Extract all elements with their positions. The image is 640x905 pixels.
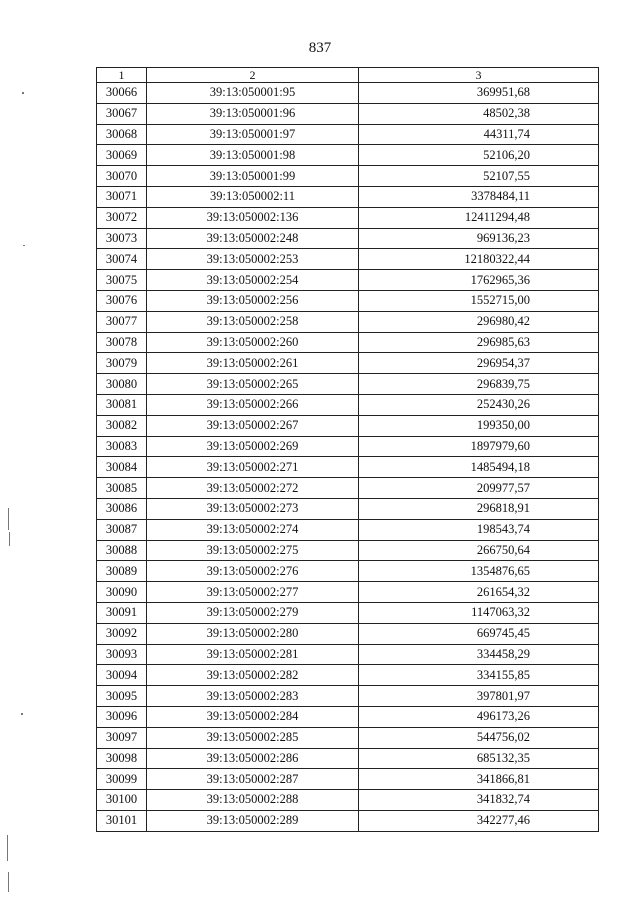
table-row [97, 353, 599, 374]
cadastral-value: 397801,97 [359, 686, 599, 707]
cadastral-value: 341832,74 [359, 790, 599, 811]
cadastral-number: 39:13:050001:98 [147, 145, 359, 166]
cadastral-number: 39:13:050002:284 [147, 706, 359, 727]
table-header [97, 68, 599, 83]
row-number: 30087 [97, 519, 147, 540]
table-row [97, 810, 599, 831]
cadastral-number: 39:13:050001:99 [147, 166, 359, 187]
table-row [97, 166, 599, 187]
cadastral-value: 296818,91 [359, 498, 599, 519]
cadastral-value: 261654,32 [359, 582, 599, 603]
table-row [97, 790, 599, 811]
table-row [97, 145, 599, 166]
cadastral-number: 39:13:050002:274 [147, 519, 359, 540]
cadastral-number: 39:13:050002:288 [147, 790, 359, 811]
cadastral-number: 39:13:050002:271 [147, 457, 359, 478]
table-row [97, 207, 599, 228]
cadastral-number: 39:13:050002:287 [147, 769, 359, 790]
row-number: 30089 [97, 561, 147, 582]
row-number: 30077 [97, 311, 147, 332]
row-number: 30078 [97, 332, 147, 353]
row-number: 30095 [97, 686, 147, 707]
cadastral-number: 39:13:050002:272 [147, 478, 359, 499]
table-row [97, 415, 599, 436]
cadastral-number: 39:13:050002:276 [147, 561, 359, 582]
cadastral-value: 3378484,11 [359, 186, 599, 207]
row-number: 30066 [97, 83, 147, 104]
cadastral-number: 39:13:050002:136 [147, 207, 359, 228]
page-number: 837 [308, 40, 332, 56]
cadastral-number: 39:13:050002:275 [147, 540, 359, 561]
table-row [97, 540, 599, 561]
row-number: 30099 [97, 769, 147, 790]
cadastral-value: 52107,55 [359, 166, 599, 187]
cadastral-value: 334155,85 [359, 665, 599, 686]
row-number: 30092 [97, 623, 147, 644]
row-number: 30086 [97, 498, 147, 519]
table-row [97, 706, 599, 727]
cadastral-value: 48502,38 [359, 103, 599, 124]
row-number: 30074 [97, 249, 147, 270]
row-number: 30067 [97, 103, 147, 124]
cadastral-value: 252430,26 [359, 394, 599, 415]
cadastral-value: 296980,42 [359, 311, 599, 332]
cadastral-value: 1897979,60 [359, 436, 599, 457]
cadastral-number: 39:13:050002:248 [147, 228, 359, 249]
cadastral-number: 39:13:050002:283 [147, 686, 359, 707]
table-row [97, 103, 599, 124]
cadastral-value: 544756,02 [359, 727, 599, 748]
row-number: 30068 [97, 124, 147, 145]
table-row [97, 394, 599, 415]
scan-speck [21, 713, 23, 715]
cadastral-value: 266750,64 [359, 540, 599, 561]
table-row [97, 374, 599, 395]
cadastral-number: 39:13:050001:97 [147, 124, 359, 145]
cadastral-value: 685132,35 [359, 748, 599, 769]
cadastral-value: 341866,81 [359, 769, 599, 790]
cadastral-value: 496173,26 [359, 706, 599, 727]
cadastral-value: 209977,57 [359, 478, 599, 499]
cadastral-number: 39:13:050002:258 [147, 311, 359, 332]
table-row [97, 249, 599, 270]
cadastral-value: 1147063,32 [359, 602, 599, 623]
table-row [97, 311, 599, 332]
scan-speck [23, 245, 25, 246]
cadastral-number: 39:13:050001:96 [147, 103, 359, 124]
cadastral-value: 969136,23 [359, 228, 599, 249]
row-number: 30090 [97, 582, 147, 603]
cadastral-value: 334458,29 [359, 644, 599, 665]
row-number: 30097 [97, 727, 147, 748]
cadastral-value: 296954,37 [359, 353, 599, 374]
row-number: 30080 [97, 374, 147, 395]
cadastral-number: 39:13:050002:282 [147, 665, 359, 686]
cadastral-value: 1485494,18 [359, 457, 599, 478]
cadastral-value: 1354876,65 [359, 561, 599, 582]
table-row [97, 748, 599, 769]
header-col-3: 3 [359, 68, 599, 83]
cadastral-number: 39:13:050002:285 [147, 727, 359, 748]
row-number: 30100 [97, 790, 147, 811]
table-body [97, 83, 599, 832]
cadastral-number: 39:13:050002:261 [147, 353, 359, 374]
cadastral-value: 198543,74 [359, 519, 599, 540]
cadastral-number: 39:13:050002:279 [147, 602, 359, 623]
cadastral-number: 39:13:050002:280 [147, 623, 359, 644]
row-number: 30083 [97, 436, 147, 457]
cadastral-number: 39:13:050002:267 [147, 415, 359, 436]
scan-speck [8, 508, 9, 530]
cadastral-value: 296839,75 [359, 374, 599, 395]
row-number: 30070 [97, 166, 147, 187]
cadastral-value: 52106,20 [359, 145, 599, 166]
row-number: 30071 [97, 186, 147, 207]
cadastral-value: 199350,00 [359, 415, 599, 436]
table-row [97, 457, 599, 478]
table-row [97, 602, 599, 623]
cadastral-value: 44311,74 [359, 124, 599, 145]
row-number: 30101 [97, 810, 147, 831]
cadastral-number: 39:13:050002:269 [147, 436, 359, 457]
table-row [97, 83, 599, 104]
header-col-2: 2 [147, 68, 359, 83]
row-number: 30084 [97, 457, 147, 478]
table-row [97, 769, 599, 790]
cadastral-value: 1552715,00 [359, 290, 599, 311]
row-number: 30081 [97, 394, 147, 415]
table-row [97, 332, 599, 353]
row-number: 30098 [97, 748, 147, 769]
table-row [97, 186, 599, 207]
table-row [97, 623, 599, 644]
table-row [97, 498, 599, 519]
row-number: 30079 [97, 353, 147, 374]
scan-speck [22, 92, 24, 94]
table-row [97, 270, 599, 291]
cadastral-number: 39:13:050002:289 [147, 810, 359, 831]
table-row [97, 727, 599, 748]
cadastral-value: 669745,45 [359, 623, 599, 644]
scan-speck [9, 532, 10, 546]
cadastral-number: 39:13:050002:265 [147, 374, 359, 395]
cadastral-number: 39:13:050002:11 [147, 186, 359, 207]
row-number: 30072 [97, 207, 147, 228]
cadastral-number: 39:13:050002:277 [147, 582, 359, 603]
table-row [97, 436, 599, 457]
row-number: 30096 [97, 706, 147, 727]
table-row [97, 478, 599, 499]
cadastral-value: 1762965,36 [359, 270, 599, 291]
cadastral-value-table [96, 67, 599, 832]
table-row [97, 686, 599, 707]
header-col-1: 1 [97, 68, 147, 83]
table-row [97, 519, 599, 540]
row-number: 30091 [97, 602, 147, 623]
cadastral-number: 39:13:050002:253 [147, 249, 359, 270]
cadastral-number: 39:13:050002:281 [147, 644, 359, 665]
row-number: 30069 [97, 145, 147, 166]
row-number: 30082 [97, 415, 147, 436]
cadastral-number: 39:13:050002:256 [147, 290, 359, 311]
table-row [97, 644, 599, 665]
cadastral-number: 39:13:050001:95 [147, 83, 359, 104]
table-row [97, 665, 599, 686]
row-number: 30085 [97, 478, 147, 499]
cadastral-number: 39:13:050002:286 [147, 748, 359, 769]
cadastral-value: 369951,68 [359, 83, 599, 104]
cadastral-value: 12180322,44 [359, 249, 599, 270]
row-number: 30076 [97, 290, 147, 311]
table-row [97, 582, 599, 603]
row-number: 30093 [97, 644, 147, 665]
row-number: 30073 [97, 228, 147, 249]
cadastral-value: 12411294,48 [359, 207, 599, 228]
header-row [97, 68, 599, 83]
table-row [97, 124, 599, 145]
row-number: 30075 [97, 270, 147, 291]
table-row [97, 290, 599, 311]
cadastral-number: 39:13:050002:273 [147, 498, 359, 519]
row-number: 30094 [97, 665, 147, 686]
table-row [97, 228, 599, 249]
cadastral-value: 296985,63 [359, 332, 599, 353]
cadastral-number: 39:13:050002:254 [147, 270, 359, 291]
table-row [97, 561, 599, 582]
row-number: 30088 [97, 540, 147, 561]
scan-speck [8, 872, 9, 892]
cadastral-number: 39:13:050002:260 [147, 332, 359, 353]
cadastral-value: 342277,46 [359, 810, 599, 831]
cadastral-number: 39:13:050002:266 [147, 394, 359, 415]
scan-speck [7, 835, 8, 861]
